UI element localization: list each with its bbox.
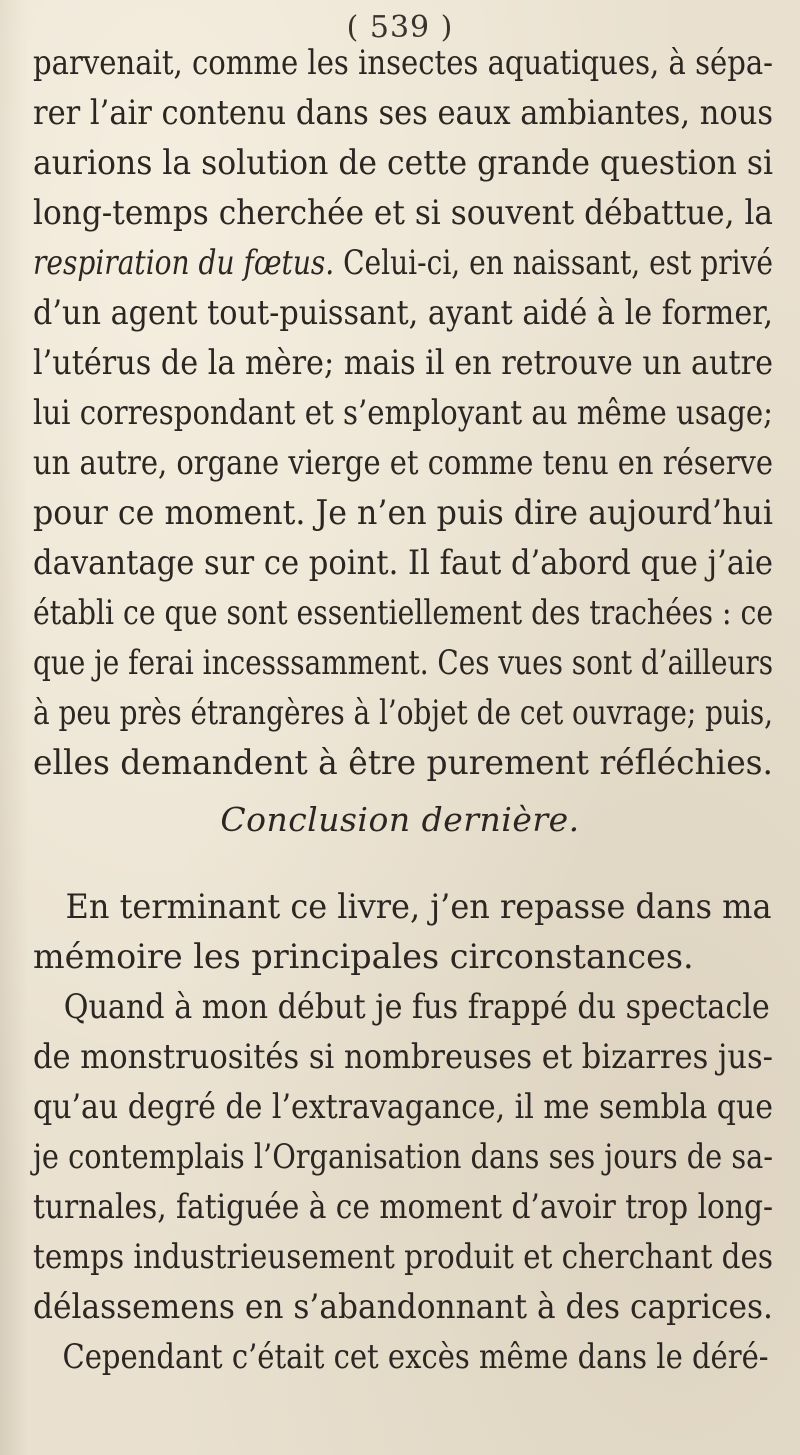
text-line: délassemens en s’abandonnant à des caprices. [33, 1287, 774, 1326]
section-heading: Conclusion dernière. [220, 800, 580, 839]
text-line: pour ce moment. Je n’en puis dire aujourd’hui [33, 493, 774, 532]
text-line: un autre, organe vierge et comme tenu en réserve [33, 443, 774, 482]
text-line: davantage sur ce point. Il faut d’abord que j’aie [33, 543, 774, 582]
text-line: long-temps cherchée et si souvent débattue, la [33, 193, 774, 232]
text-line: En terminant ce livre, j’en repasse dans ma [65, 887, 772, 926]
text-line: mémoire les principales circonstances. [33, 937, 694, 976]
text-line: lui correspondant et s’employant au même usage; [33, 393, 773, 432]
text-line: l’utérus de la mère; mais il en retrouve un autre [33, 343, 773, 382]
text-line-italic-phrase [33, 238, 773, 288]
text-line: rer l’air contenu dans ses eaux ambiantes, nous [33, 93, 773, 132]
text-line: je contemplais l’Organisation dans ses jours de sa- [33, 1137, 773, 1176]
text-line: qu’au degré de l’extravagance, il me sembla que [33, 1087, 773, 1126]
text-line: aurions la solution de cette grande question si [33, 143, 774, 182]
text-line: Quand à mon début je fus frappé du spectacle [63, 987, 770, 1026]
text-line: parvenait, comme les insectes aquatiques, à sépa- [33, 43, 774, 82]
text-line: à peu près étrangères à l’objet de cet ouvrage; puis, [33, 693, 773, 732]
italic-phrase: respiration du fœtus. [33, 243, 335, 282]
text-line: elles demandent à être purement réfléchies. [33, 743, 773, 782]
text-line: Cependant c’était cet excès même dans le déré- [62, 1337, 769, 1376]
text-line: de monstruosités si nombreuses et bizarres jus- [33, 1037, 773, 1076]
text-fragment: Celui-ci, en naissant, est privé [334, 243, 774, 282]
paragraph-2 [33, 882, 773, 1382]
text-line: d’un agent tout-puissant, ayant aidé à le former, [33, 293, 774, 332]
text-line: que je ferai incesssamment. Ces vues sont d’ailleurs [33, 643, 774, 682]
page-number: ( 539 ) [346, 10, 454, 45]
text-line: établi ce que sont essentiellement des trachées : ce [33, 593, 774, 632]
text-line: temps industrieusement produit et cherchant des [33, 1237, 773, 1276]
text-line: turnales, fatiguée à ce moment d’avoir trop long- [33, 1187, 774, 1226]
paragraph-1 [33, 38, 773, 788]
